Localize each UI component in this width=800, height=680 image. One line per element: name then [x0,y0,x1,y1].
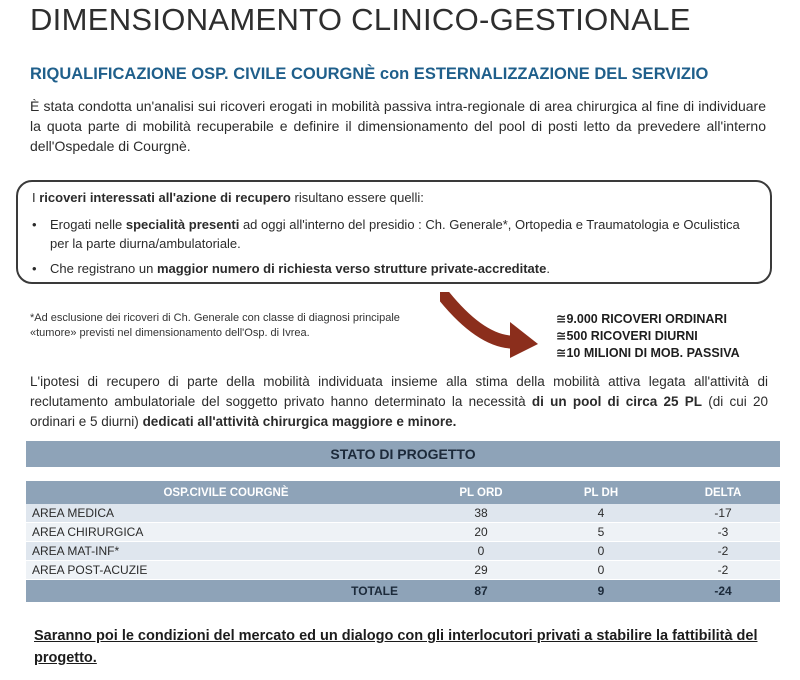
column-header: OSP.CIVILE COURGNÈ [26,481,426,504]
key-figures [556,311,740,362]
table-row: AREA MAT-INF* 0 0 -2 [26,542,780,561]
table-title: STATO DI PROGETTO [26,441,780,467]
table-row: AREA MEDICA 38 4 -17 [26,504,780,523]
stat-mobility: ≅10 MILIONI DI MOB. PASSIVA [556,346,740,360]
criteria-box: I ricoveri interessati all'azione di recupero risultano essere quelli: • Erogati nelle specialità presenti ad oggi all'interno del presidio : Ch. Generale*, Ortopedia e Traumatologia e Oculistica per la parte diurna/ambulatoriale. • Che registrano un maggior numero di richiesta verso strutture private-accreditate. [16,180,772,284]
footnote: *Ad esclusione dei ricoveri di Ch. Generale con classe di diagnosi principale «tumore» previsti nel dimensionamento dell'Osp. di Ivrea. [30,312,400,339]
hypothesis-paragraph: L'ipotesi di recupero di parte della mobilità individuata insieme alla stima della mobilità attiva legata all'attività di reclutamento ambulatoriale del soggetto privato hanno determinato la necessità di un pool di circa 25 PL (di cui 20 ordinari e 5 diurni) dedicati all'attività chirurgica maggiore e minore. [30,374,769,429]
curved-arrow-icon [440,292,540,360]
column-header: PL ORD [426,481,536,504]
table-row: AREA CHIRURGICA 20 5 -3 [26,523,780,542]
beds-table [26,481,780,603]
table-total-row: TOTALE 87 9 -24 [26,580,780,603]
page-title: DIMENSIONAMENTO CLINICO-GESTIONALE [30,2,691,37]
intro-paragraph: È stata condotta un'analisi sui ricoveri erogati in mobilità passiva intra-regionale di area chirurgica al fine di individuare la quota parte di mobilità recuperabile e definire il dimensionamento del pool di posti letto da prevedere all'interno dell'Ospedale di Courgnè. [30,98,766,154]
bullet-dot: • [32,261,37,276]
table-row: AREA POST-ACUZIE 29 0 -2 [26,561,780,580]
conclusion-text: Saranno poi le condizioni del mercato ed un dialogo con gli interlocutori privati a stabilire la fattibilità del progetto. [34,628,758,666]
column-header: PL DH [536,481,666,504]
criteria-heading: I ricoveri interessati all'azione di recupero risultano essere quelli: [32,190,424,205]
bullet-dot: • [32,217,37,232]
column-header: DELTA [666,481,780,504]
stat-day: ≅500 RICOVERI DIURNI [556,329,698,343]
page-subtitle: RIQUALIFICAZIONE OSP. CIVILE COURGNÈ con ESTERNALIZZAZIONE DEL SERVIZIO [30,65,709,83]
stat-ordinary: ≅9.000 RICOVERI ORDINARI [556,312,727,326]
